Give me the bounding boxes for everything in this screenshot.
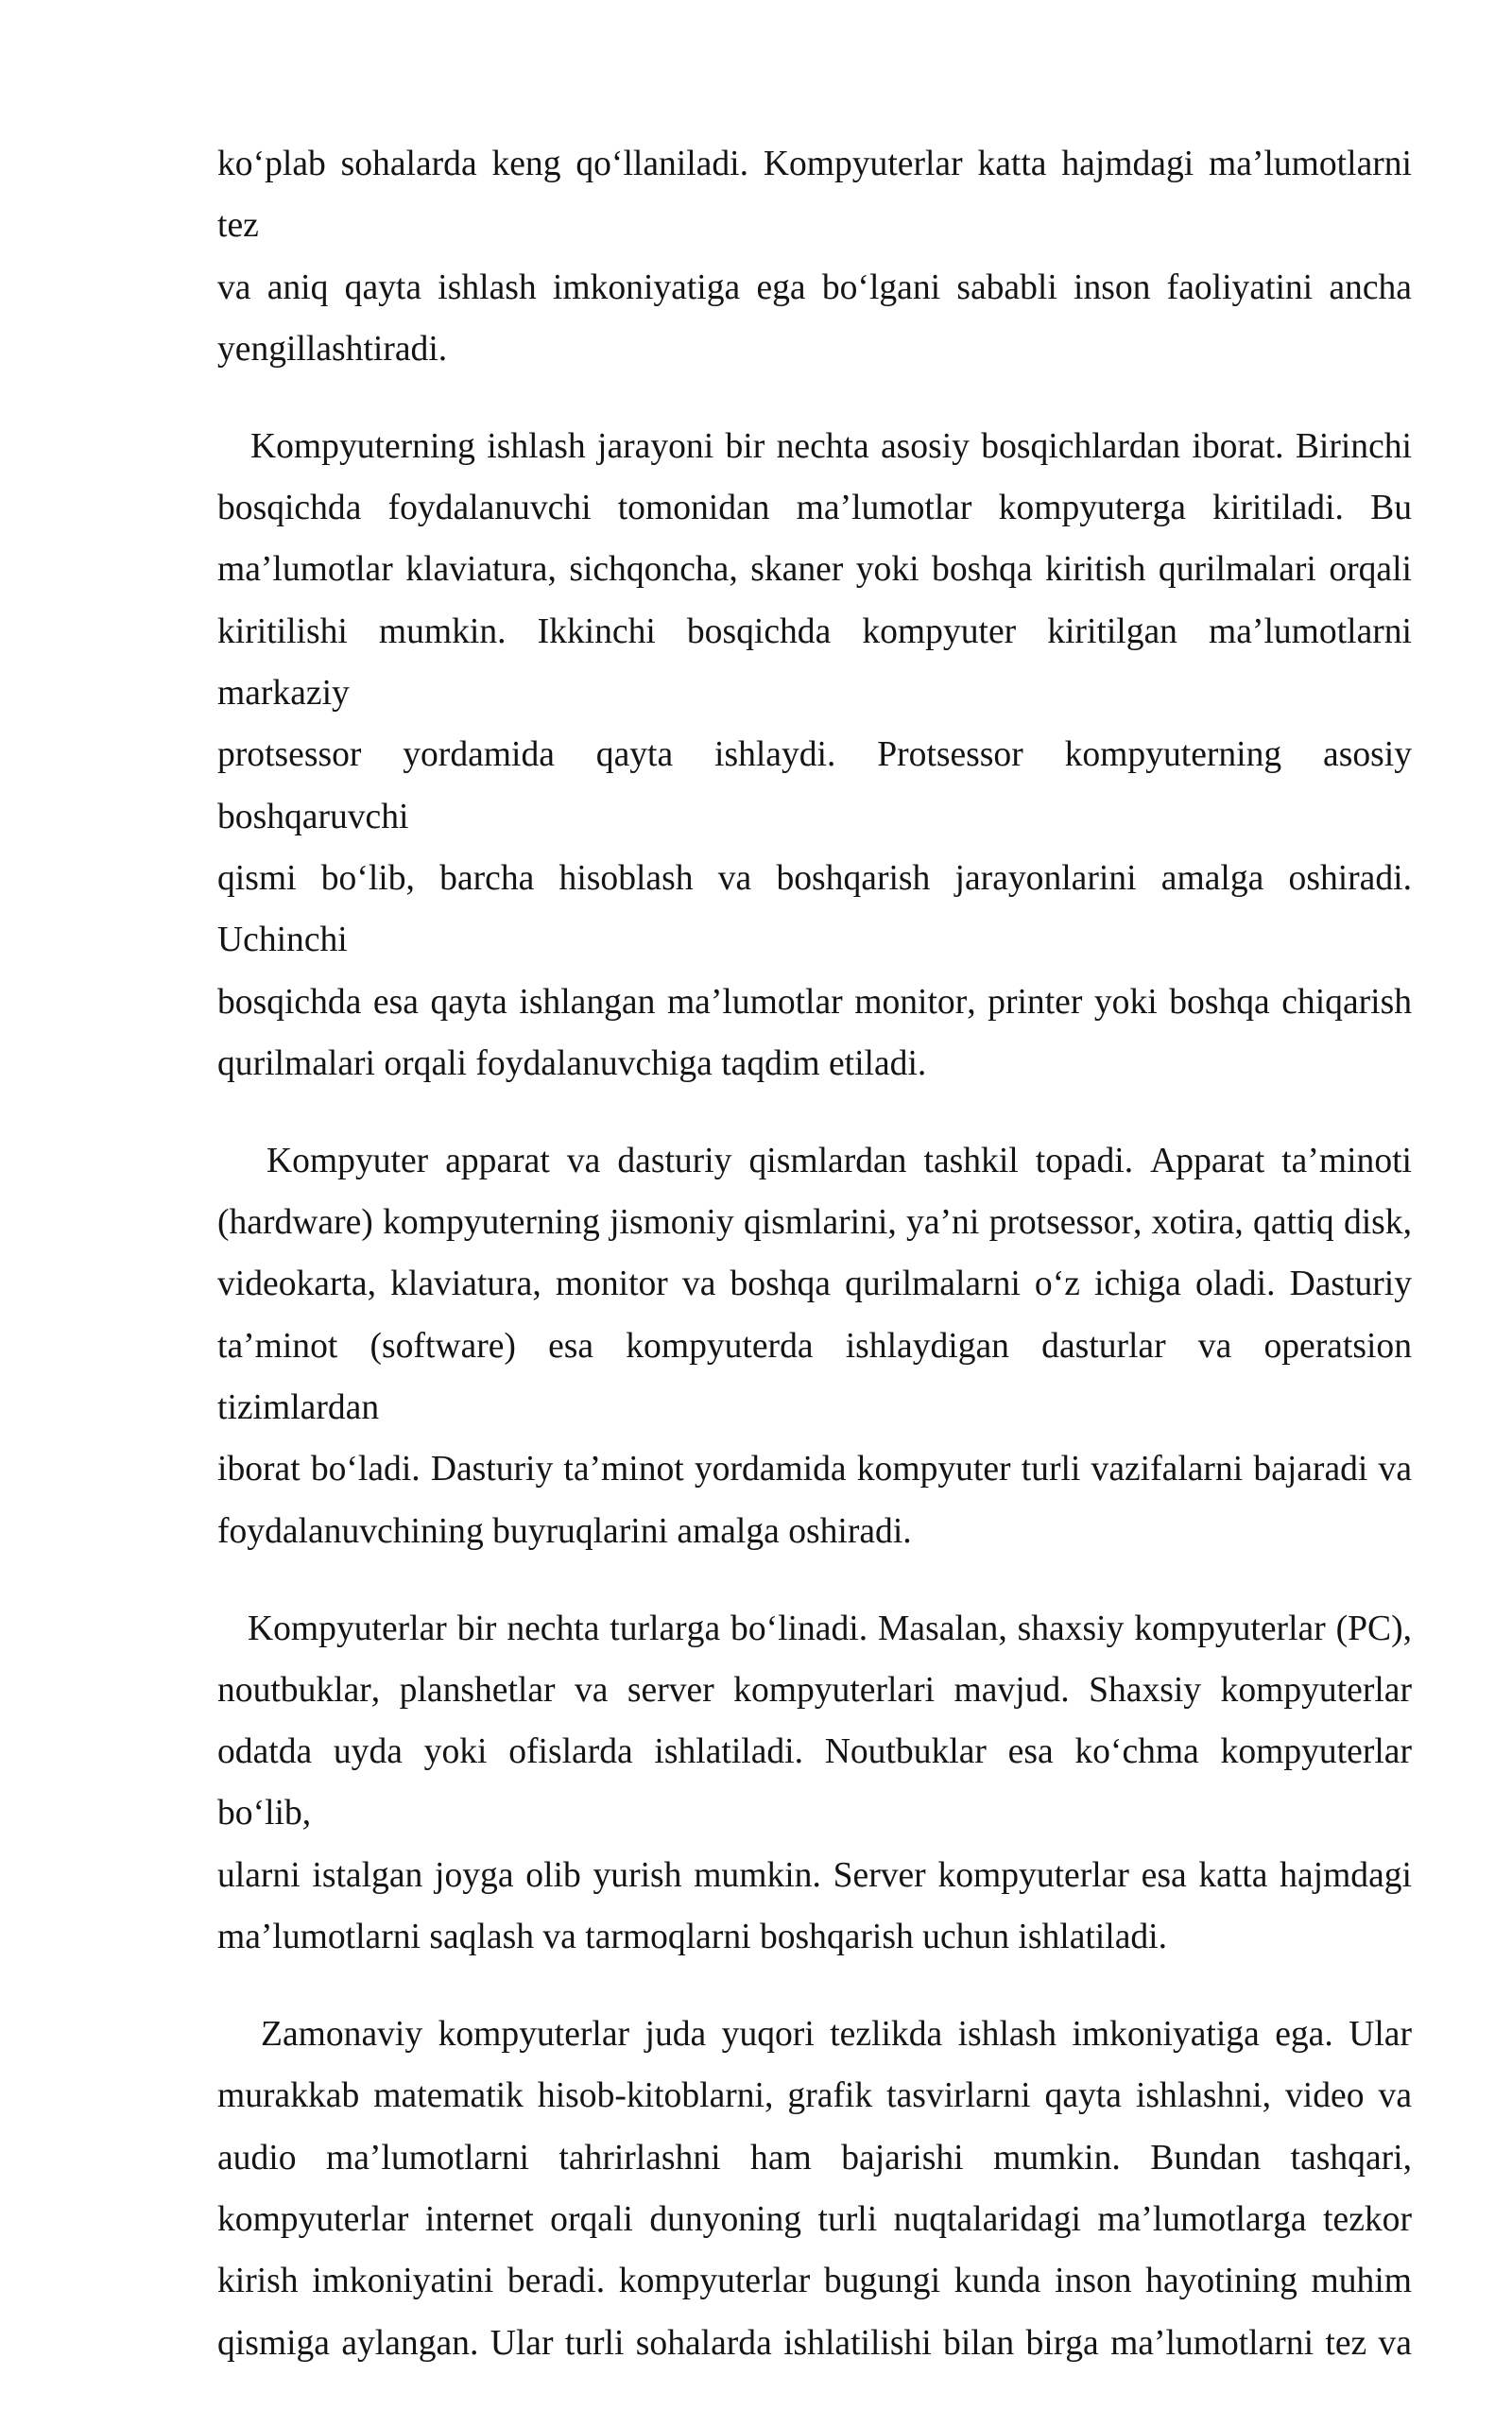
paragraph — [217, 1130, 1412, 1562]
paragraph — [217, 133, 1412, 380]
text-line: ko‘plab sohalarda keng qo‘llaniladi. Kompyuterlar katta hajmdagi ma’lumotlarni tez — [217, 145, 1412, 246]
text-line: kiritilishi mumkin. Ikkinchi bosqichda kompyuter kiritilgan ma’lumotlarni markaziy — [217, 611, 1412, 714]
text-line: videokarta, klaviatura, monitor va boshqa qurilmalarni o‘z ichiga oladi. Dasturiy — [217, 1265, 1412, 1304]
paragraph — [217, 1598, 1412, 1969]
text-line: qismiga aylangan. Ular turli sohalarda ishlatilishi bilan birga ma’lumotlarni tez va — [217, 2323, 1412, 2363]
text-line: va aniq qayta ishlash imkoniyatiga ega bo‘lgani sababli inson faoliyatini ancha — [217, 267, 1412, 307]
text-line: Kompyuterlar bir nechta turlarga bo‘linadi. Masalan, shaxsiy kompyuterlar (PC), — [248, 1609, 1412, 1648]
paragraph — [217, 416, 1412, 1094]
text-line: noutbuklar, planshetlar va server kompyuterlari mavjud. Shaxsiy kompyuterlar — [217, 1670, 1412, 1710]
text-line: foydalanuvchining buyruqlarini amalga oshiradi. — [217, 1511, 912, 1551]
text-line: qurilmalari orqali foydalanuvchiga taqdim etiladi. — [217, 1043, 927, 1083]
text-line: kirish imkoniyatini beradi. kompyuterlar bugungi kunda inson hayotining muhim — [217, 2262, 1412, 2301]
text-line: audio ma’lumotlarni tahrirlashni ham bajarishi mumkin. Bundan tashqari, — [217, 2138, 1412, 2178]
text-line: bosqichda esa qayta ishlangan ma’lumotlar monitor, printer yoki boshqa chiqarish — [217, 982, 1412, 1022]
text-line: ma’lumotlar klaviatura, sichqoncha, skaner yoki boshqa kiritish qurilmalari orqali — [217, 550, 1412, 590]
text-line: yengillashtiradi. — [217, 329, 448, 369]
text-line: Kompyuterning ishlash jarayoni bir nechta asosiy bosqichlardan iborat. Birinchi — [250, 426, 1412, 466]
paragraph — [217, 2004, 1412, 2374]
text-line: iborat bo‘ladi. Dasturiy ta’minot yordamida kompyuter turli vazifalarni bajaradi va — [217, 1450, 1412, 1489]
text-line: Zamonaviy kompyuterlar juda yuqori tezlikda ishlash imkoniyatiga ega. Ular — [261, 2015, 1412, 2055]
text-line: qismi bo‘lib, barcha hisoblash va boshqarish jarayonlarini amalga oshiradi. Uchinchi — [217, 858, 1412, 960]
document-body — [217, 133, 1412, 2410]
text-line: (hardware) kompyuterning jismoniy qismlarini, ya’ni protsessor, xotira, qattiq disk, — [217, 1203, 1412, 1243]
text-line: protsessor yordamida qayta ishlaydi. Protsessor kompyuterning asosiy boshqaruvchi — [217, 735, 1412, 836]
text-line: Kompyuter apparat va dasturiy qismlardan tashkil topadi. Apparat ta’minoti — [266, 1141, 1412, 1180]
text-line: ularni istalgan joyga olib yurish mumkin. Server kompyuterlar esa katta hajmdagi — [217, 1855, 1412, 1895]
text-line: murakkab matematik hisob-kitoblarni, grafik tasvirlarni qayta ishlashni, video va — [217, 2076, 1412, 2116]
text-line: ma’lumotlarni saqlash va tarmoqlarni boshqarish uchun ishlatiladi. — [217, 1918, 1167, 1957]
text-line: ta’minot (software) esa kompyuterda ishlaydigan dasturlar va operatsion tizimlardan — [217, 1326, 1412, 1428]
text-line: odatda uyda yoki ofislarda ishlatiladi. Noutbuklar esa ko‘chma kompyuterlar bo‘lib, — [217, 1732, 1412, 1833]
text-line: kompyuterlar internet orqali dunyoning turli nuqtalaridagi ma’lumotlarga tezkor — [217, 2199, 1412, 2239]
text-line: bosqichda foydalanuvchi tomonidan ma’lumotlar kompyuterga kiritiladi. Bu — [217, 489, 1412, 528]
